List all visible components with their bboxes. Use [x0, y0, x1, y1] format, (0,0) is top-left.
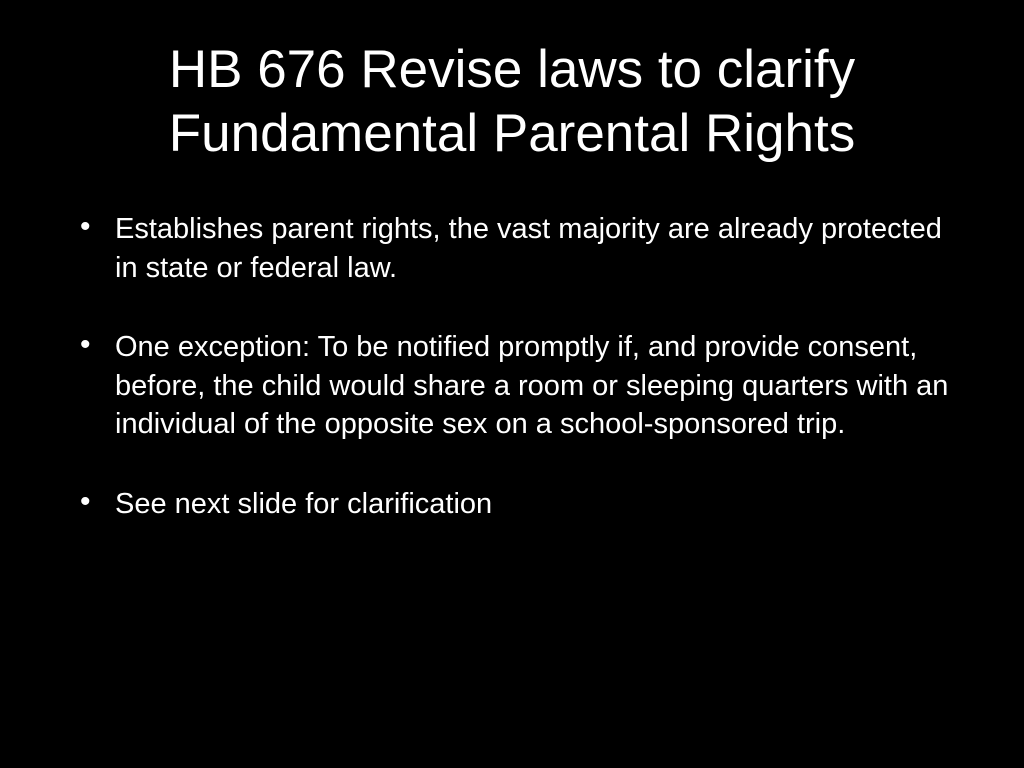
bullet-item	[76, 210, 956, 287]
bullet-icon: •	[80, 328, 91, 361]
bullet-text: One exception: To be notified promptly if, and provide consent, before, the child would share a room or sleeping quarters with an individual of the opposite sex on a school-sponsored trip.	[115, 331, 949, 440]
bullet-text: See next slide for clarification	[115, 487, 493, 520]
bullet-item	[76, 485, 956, 524]
bullet-item	[76, 328, 956, 444]
bullet-icon: •	[80, 210, 91, 243]
bullet-icon: •	[80, 484, 91, 518]
slide-title: HB 676 Revise laws to clarify Fundamental Parental Rights	[168, 40, 856, 163]
bullet-text: Establishes parent rights, the vast majority are already protected in state or federal law.	[115, 213, 942, 284]
bullet-list	[76, 210, 956, 523]
